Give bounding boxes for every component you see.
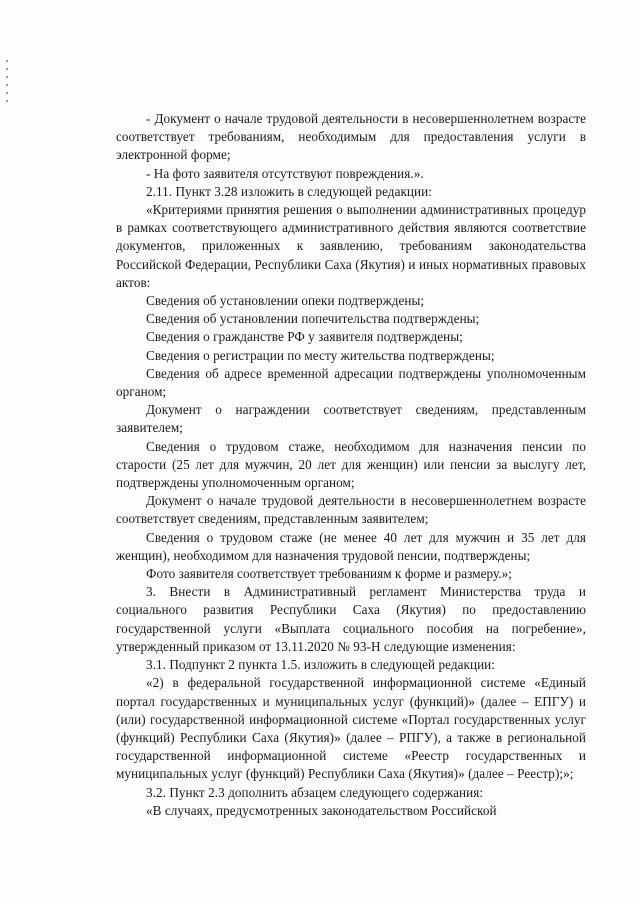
margin-dot <box>6 84 8 86</box>
paragraph: Сведения о трудовом стаже (не менее 40 лет для мужчин и 35 лет для женщин), необходимом для назначения трудовой пенсии, подтверждены; <box>116 529 586 563</box>
paragraph: 2.11. Пункт 3.28 изложить в следующей редакции: <box>146 183 432 199</box>
paragraph: - Документ о начале трудовой деятельности в несовершеннолетнем возрасте соответствует требованиям, необходимым для предоставления услуги в электронной форме; <box>116 111 586 163</box>
paragraph: - На фото заявителя отсутствуют повреждения.». <box>146 165 424 181</box>
paragraph: Сведения об адресе временной адресации подтверждены уполномоченным органом; <box>116 365 586 400</box>
paragraph: 3. Внести в Административный регламент Министерства труда и социального развития Республики Саха (Якутия) по предоставлению государственной услуги «Выплата социального пособия на погребение», утвержденный приказом от 13.11.2020 № 93-Н следующие изменения: <box>116 584 586 654</box>
paragraph: Сведения о регистрации по месту жительства подтверждены; <box>146 347 495 363</box>
margin-marks <box>6 60 10 108</box>
paragraph: Сведения об установлении попечительства подтверждены; <box>146 311 480 327</box>
paragraph: 3.1. Подпункт 2 пункта 1.5. изложить в следующей редакции: <box>146 657 495 673</box>
margin-dot <box>6 60 8 62</box>
paragraph: «В случаях, предусмотренных законодательством Российской <box>146 802 497 818</box>
margin-dot <box>6 76 8 78</box>
paragraph: Сведения о гражданстве РФ у заявителя подтверждены; <box>146 329 463 345</box>
margin-dot <box>6 92 8 94</box>
paragraph: «2) в федеральной государственной информационной системе «Единый портал государственных и муниципальных услуг (функций)» (далее – ЕПГУ) и (или) государственной информационной системе «Портал государственных услуг (функций) Республики Саха (Якутия)» (далее – РПГУ), а также в региональной государственной информационной системе «Реестр государственных и муниципальных услуг (функций) Республики Саха (Якутия)» (далее – Реестр);»; <box>116 675 586 782</box>
paragraph: 3.2. Пункт 2.3 дополнить абзацем следующего содержания: <box>146 784 484 800</box>
paragraph: Сведения о трудовом стаже, необходимом для назначения пенсии по старости (25 лет для мужчин, 20 лет для женщин) или пенсии за выслугу лет, подтверждены уполномоченным органом; <box>116 438 586 491</box>
paragraph: Фото заявителя соответствует требованиям к форме и размеру.»; <box>146 566 513 582</box>
margin-dot <box>6 100 8 102</box>
paragraph: Документ о начале трудовой деятельности в несовершеннолетнем возрасте соответствует сведениям, представленным заявителем; <box>116 493 586 527</box>
paragraph: «Критериями принятия решения о выполнении административных процедур в рамках соответствующего административного действия являются соответствие документов, приложенных к заявлению, требованиям законодательства Российской Федерации, Республики Саха (Якутия) и иных нормативных правовых актов: <box>116 202 586 290</box>
paragraph: Документ о награждении соответствует сведениям, представленным заявителем; <box>116 402 586 436</box>
document-body <box>116 110 586 820</box>
paragraph: Сведения об установлении опеки подтверждены; <box>146 293 425 309</box>
margin-dot <box>6 68 8 70</box>
